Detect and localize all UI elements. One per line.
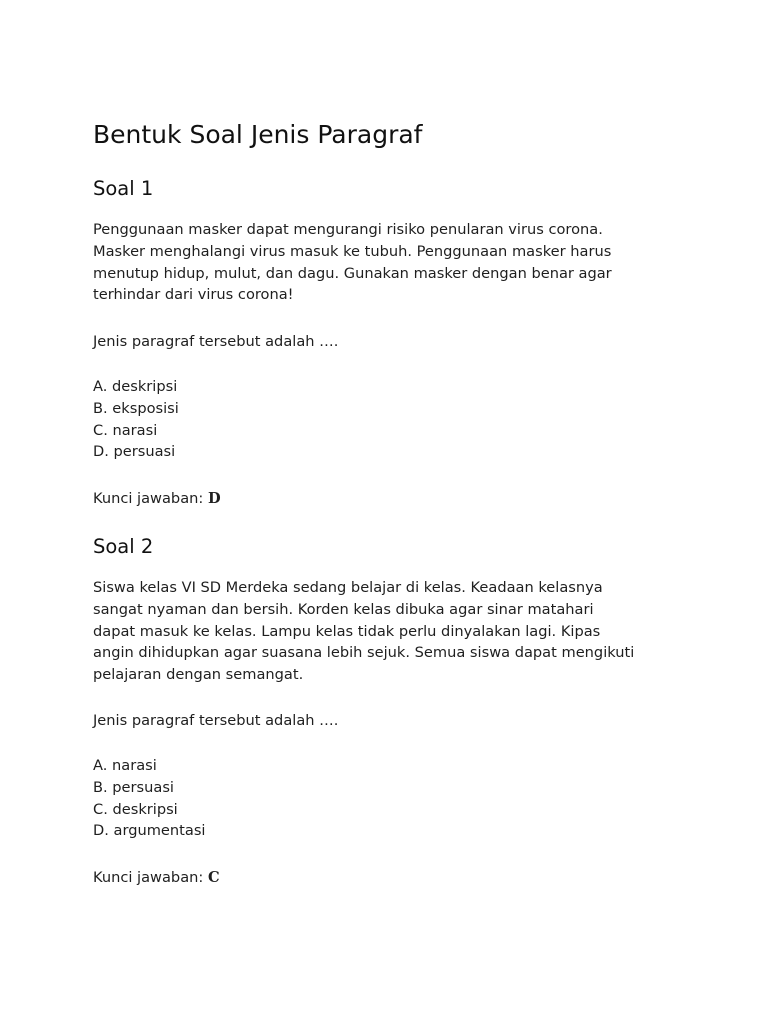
answer-option: B. eksposisi xyxy=(93,399,179,417)
question-1-answer-key xyxy=(93,488,693,510)
passage-line: sangat nyaman dan bersih. Korden kelas dibuka agar sinar matahari xyxy=(93,600,594,618)
answer-option: C. deskripsi xyxy=(93,800,178,818)
question-2-options xyxy=(93,755,693,842)
answer-option: A. deskripsi xyxy=(93,378,178,395)
question-prompt: Jenis paragraf tersebut adalah …. xyxy=(93,333,339,350)
question-2-answer-key xyxy=(93,867,693,889)
answer-key-value: D xyxy=(207,490,221,507)
passage-line: dapat masuk ke kelas. Lampu kelas tidak perlu dinyalakan lagi. Kipas xyxy=(93,622,601,640)
passage-line: angin dihidupkan agar suasana lebih sejuk. Semua siswa dapat mengikuti xyxy=(93,644,635,662)
answer-option: D. argumentasi xyxy=(93,822,206,840)
document-title: Bentuk Soal Jenis Paragraf xyxy=(93,120,423,149)
question-prompt: Jenis paragraf tersebut adalah …. xyxy=(93,712,339,729)
answer-option: B. persuasi xyxy=(93,778,174,796)
passage-line: Siswa kelas VI SD Merdeka sedang belajar di kelas. Keadaan kelasnya xyxy=(93,579,603,596)
passage-line: Penggunaan masker dapat mengurangi risiko penularan virus corona. xyxy=(93,221,603,238)
question-2-heading: Soal 2 xyxy=(93,535,154,558)
answer-option: D. persuasi xyxy=(93,443,176,461)
passage-line: menutup hidup, mulut, dan dagu. Gunakan masker dengan benar agar xyxy=(93,264,612,282)
answer-key-label: Kunci jawaban: xyxy=(93,490,204,507)
passage-line: terhindar dari virus corona! xyxy=(93,286,294,304)
question-1-options xyxy=(93,376,693,463)
question-1-prompt xyxy=(93,331,693,353)
answer-key-value: C xyxy=(207,869,220,886)
question-2-prompt xyxy=(93,710,693,732)
question-2-passage xyxy=(93,577,693,686)
passage-line: Masker menghalangi virus masuk ke tubuh. Penggunaan masker harus xyxy=(93,242,612,260)
question-1-heading: Soal 1 xyxy=(93,177,154,200)
answer-option: C. narasi xyxy=(93,421,158,439)
answer-key-label: Kunci jawaban: xyxy=(93,869,204,886)
question-1-passage xyxy=(93,219,693,306)
answer-option: A. narasi xyxy=(93,757,157,774)
passage-line: pelajaran dengan semangat. xyxy=(93,666,304,684)
